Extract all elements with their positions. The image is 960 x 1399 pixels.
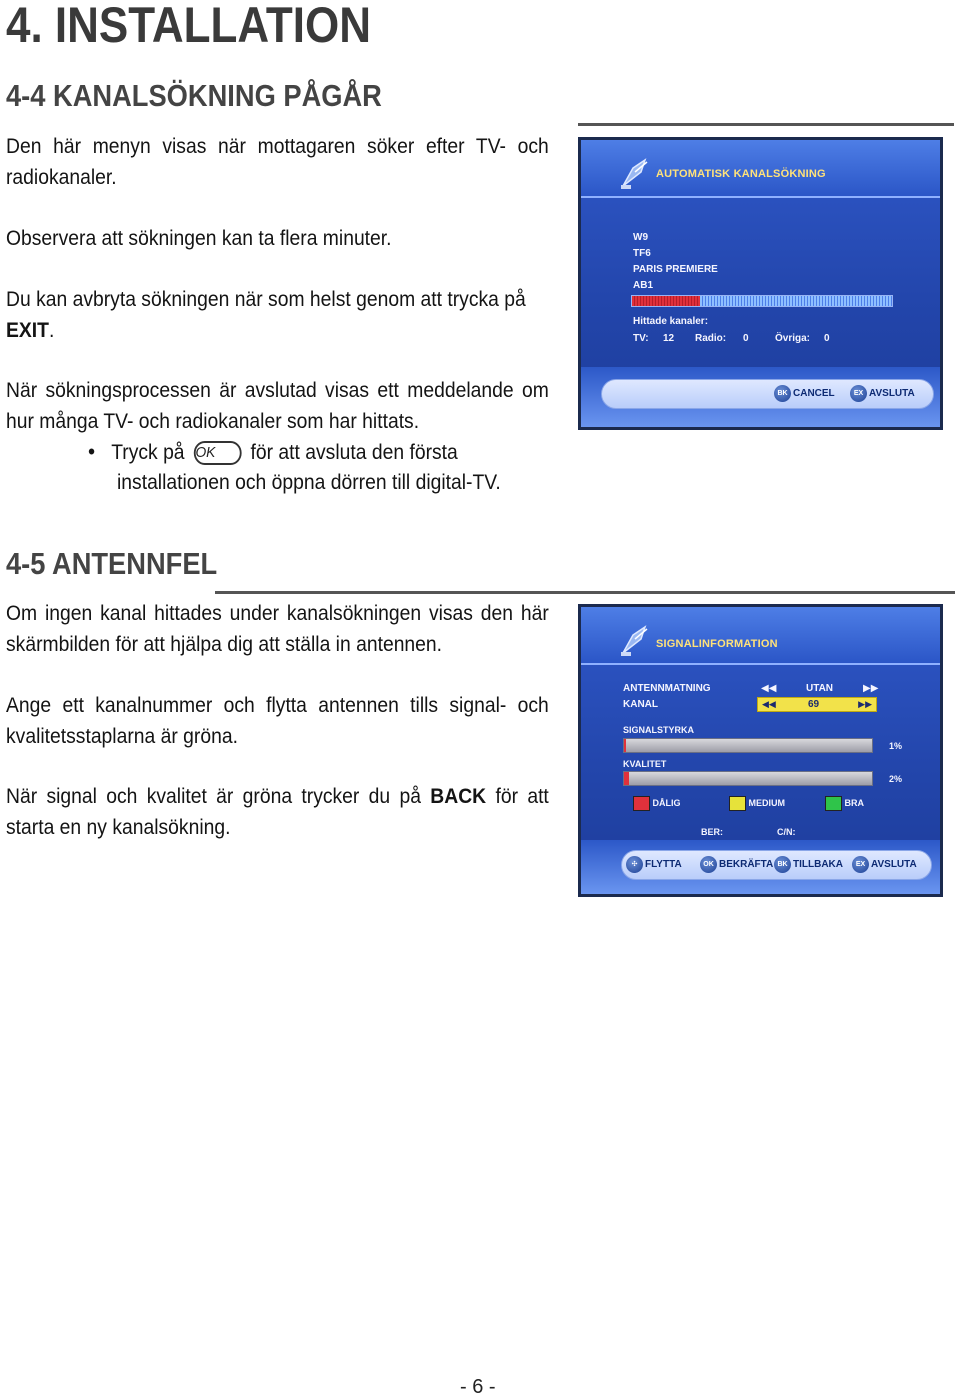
radio-count: 0 (743, 333, 749, 344)
page-number: - 6 - (460, 1376, 496, 1398)
paragraph-duration: Observera att sökningen kan ta flera minuter. (6, 227, 392, 250)
signal-strength-label: SIGNALSTYRKA (623, 725, 695, 735)
scan-screen (578, 137, 943, 430)
other-count: 0 (824, 333, 830, 344)
ok-key-icon: OK (700, 856, 717, 873)
antenna-power-value: UTAN (806, 683, 834, 694)
channel-next-icon[interactable]: ▶▶ (858, 699, 872, 709)
tv-count-label: TV: (633, 333, 649, 344)
exit-button-label: AVSLUTA (871, 859, 917, 871)
back-button-label: TILLBAKA (793, 859, 843, 871)
paragraph-cancel (6, 284, 549, 346)
paragraph-cancel-text: Du kan avbryta sökningen när som helst genom att trycka på (6, 288, 526, 311)
quality-label: KVALITET (623, 759, 667, 769)
screen-title: AUTOMATISK KANALSÖKNING (656, 168, 826, 180)
channel-name: TF6 (633, 248, 651, 259)
section-heading-4-4: 4-4 KANALSÖKNING PÅGÅR (6, 78, 382, 113)
exit-button[interactable] (852, 856, 917, 874)
paragraph-finished: När sökningsprocessen är avslutad visas ett meddelande om hur många TV- och radiokanaler som har hittats. (6, 379, 549, 433)
footer-button-bar (601, 379, 934, 409)
forward-icon[interactable]: ▶▶ (863, 683, 879, 694)
bk-key-icon: BK (774, 385, 791, 402)
signal-screen (578, 604, 943, 897)
back-button[interactable] (774, 856, 843, 874)
rewind-icon[interactable]: ◀◀ (761, 683, 777, 694)
bullet-text-pre: Tryck på (111, 441, 185, 464)
channel-name: PARIS PREMIERE (633, 264, 718, 275)
scan-progress-fill (632, 296, 700, 306)
cancel-button-label: CANCEL (793, 388, 835, 400)
bullet-dot: • (88, 439, 96, 464)
channel-name: AB1 (633, 280, 654, 291)
found-channels-label: Hittade kanaler: (633, 316, 709, 327)
channel-label: KANAL (623, 699, 658, 710)
satellite-dish-icon (617, 156, 653, 192)
navigation-icon: ✣ (626, 856, 643, 873)
signal-strength-fill (624, 739, 626, 752)
paragraph-adjust: Ange ett kanalnummer och flytta antennen tills signal- och kvalitetsstaplarna är gröna. (6, 694, 549, 748)
cn-label: C/N: (777, 827, 796, 837)
legend-poor (633, 796, 681, 811)
cancel-button[interactable] (774, 385, 835, 403)
paragraph-no-channel: Om ingen kanal hittades under kanalsökningen visas den här skärmbilden för att hjälpa dig att ställa in antennen. (6, 602, 549, 656)
antenna-power-label: ANTENNMATNING (623, 683, 711, 694)
quality-fill (624, 772, 629, 785)
exit-button-label: AVSLUTA (869, 388, 915, 400)
key-back: BACK (430, 785, 487, 808)
bullet-line-2: installationen och öppna dörren till digital-TV. (117, 471, 501, 494)
footer-button-bar (621, 850, 932, 880)
ex-key-icon: EX (850, 385, 867, 402)
exit-button[interactable] (850, 385, 915, 403)
quality-value: 2% (889, 774, 903, 784)
legend-good (825, 796, 864, 811)
channel-prev-icon[interactable]: ◀◀ (762, 699, 776, 709)
move-button-label: FLYTTA (645, 859, 682, 871)
legend-good-label: BRA (844, 797, 865, 808)
ber-label: BER: (701, 827, 723, 837)
legend-medium-label: MEDIUM (748, 797, 786, 808)
paragraph-intro: Den här menyn visas när mottagaren söker efter TV- och radiokanaler. (6, 135, 549, 189)
confirm-button[interactable] (700, 856, 773, 874)
ex-key-icon: EX (852, 856, 869, 873)
signal-strength-bar (623, 738, 873, 753)
screen-footer (581, 840, 940, 894)
legend-poor-label: DÅLIG (652, 797, 681, 808)
bullet-text-post: för att avsluta den första (250, 441, 458, 464)
signal-strength-value: 1% (889, 741, 903, 751)
scan-progress-remaining (700, 296, 892, 306)
legend-swatch-yellow (729, 796, 746, 811)
tv-count: 12 (663, 333, 675, 344)
section-rule (215, 591, 955, 594)
paragraph-back-text: När signal och kvalitet är gröna trycker du på (6, 785, 421, 808)
paragraph-back-end: för att starta en ny kanalsökning. (6, 785, 549, 839)
legend-swatch-red (633, 796, 650, 811)
paragraph-cancel-end: . (48, 319, 55, 342)
move-button[interactable] (626, 856, 682, 874)
section-rule (578, 123, 954, 126)
key-exit: EXIT (6, 319, 49, 342)
confirm-button-label: BEKRÄFTA (719, 859, 774, 871)
channel-name: W9 (633, 232, 648, 243)
channel-value: 69 (808, 699, 820, 710)
other-count-label: Övriga: (775, 333, 811, 344)
channel-selector[interactable] (757, 697, 877, 712)
legend-medium (729, 796, 785, 811)
screen-footer (581, 367, 940, 427)
paragraph-back (6, 781, 549, 843)
scan-progress-bar (631, 295, 893, 307)
bk-key-icon: BK (774, 856, 791, 873)
satellite-dish-icon (617, 623, 653, 659)
page-title: 4. INSTALLATION (6, 0, 372, 53)
bullet-item (88, 436, 548, 468)
quality-bar (623, 771, 873, 786)
radio-count-label: Radio: (695, 333, 727, 344)
screen-title: SIGNALINFORMATION (656, 638, 778, 650)
ok-key-icon: OK (194, 441, 242, 465)
legend-swatch-green (825, 796, 842, 811)
section-heading-4-5: 4-5 ANTENNFEL (6, 546, 218, 581)
